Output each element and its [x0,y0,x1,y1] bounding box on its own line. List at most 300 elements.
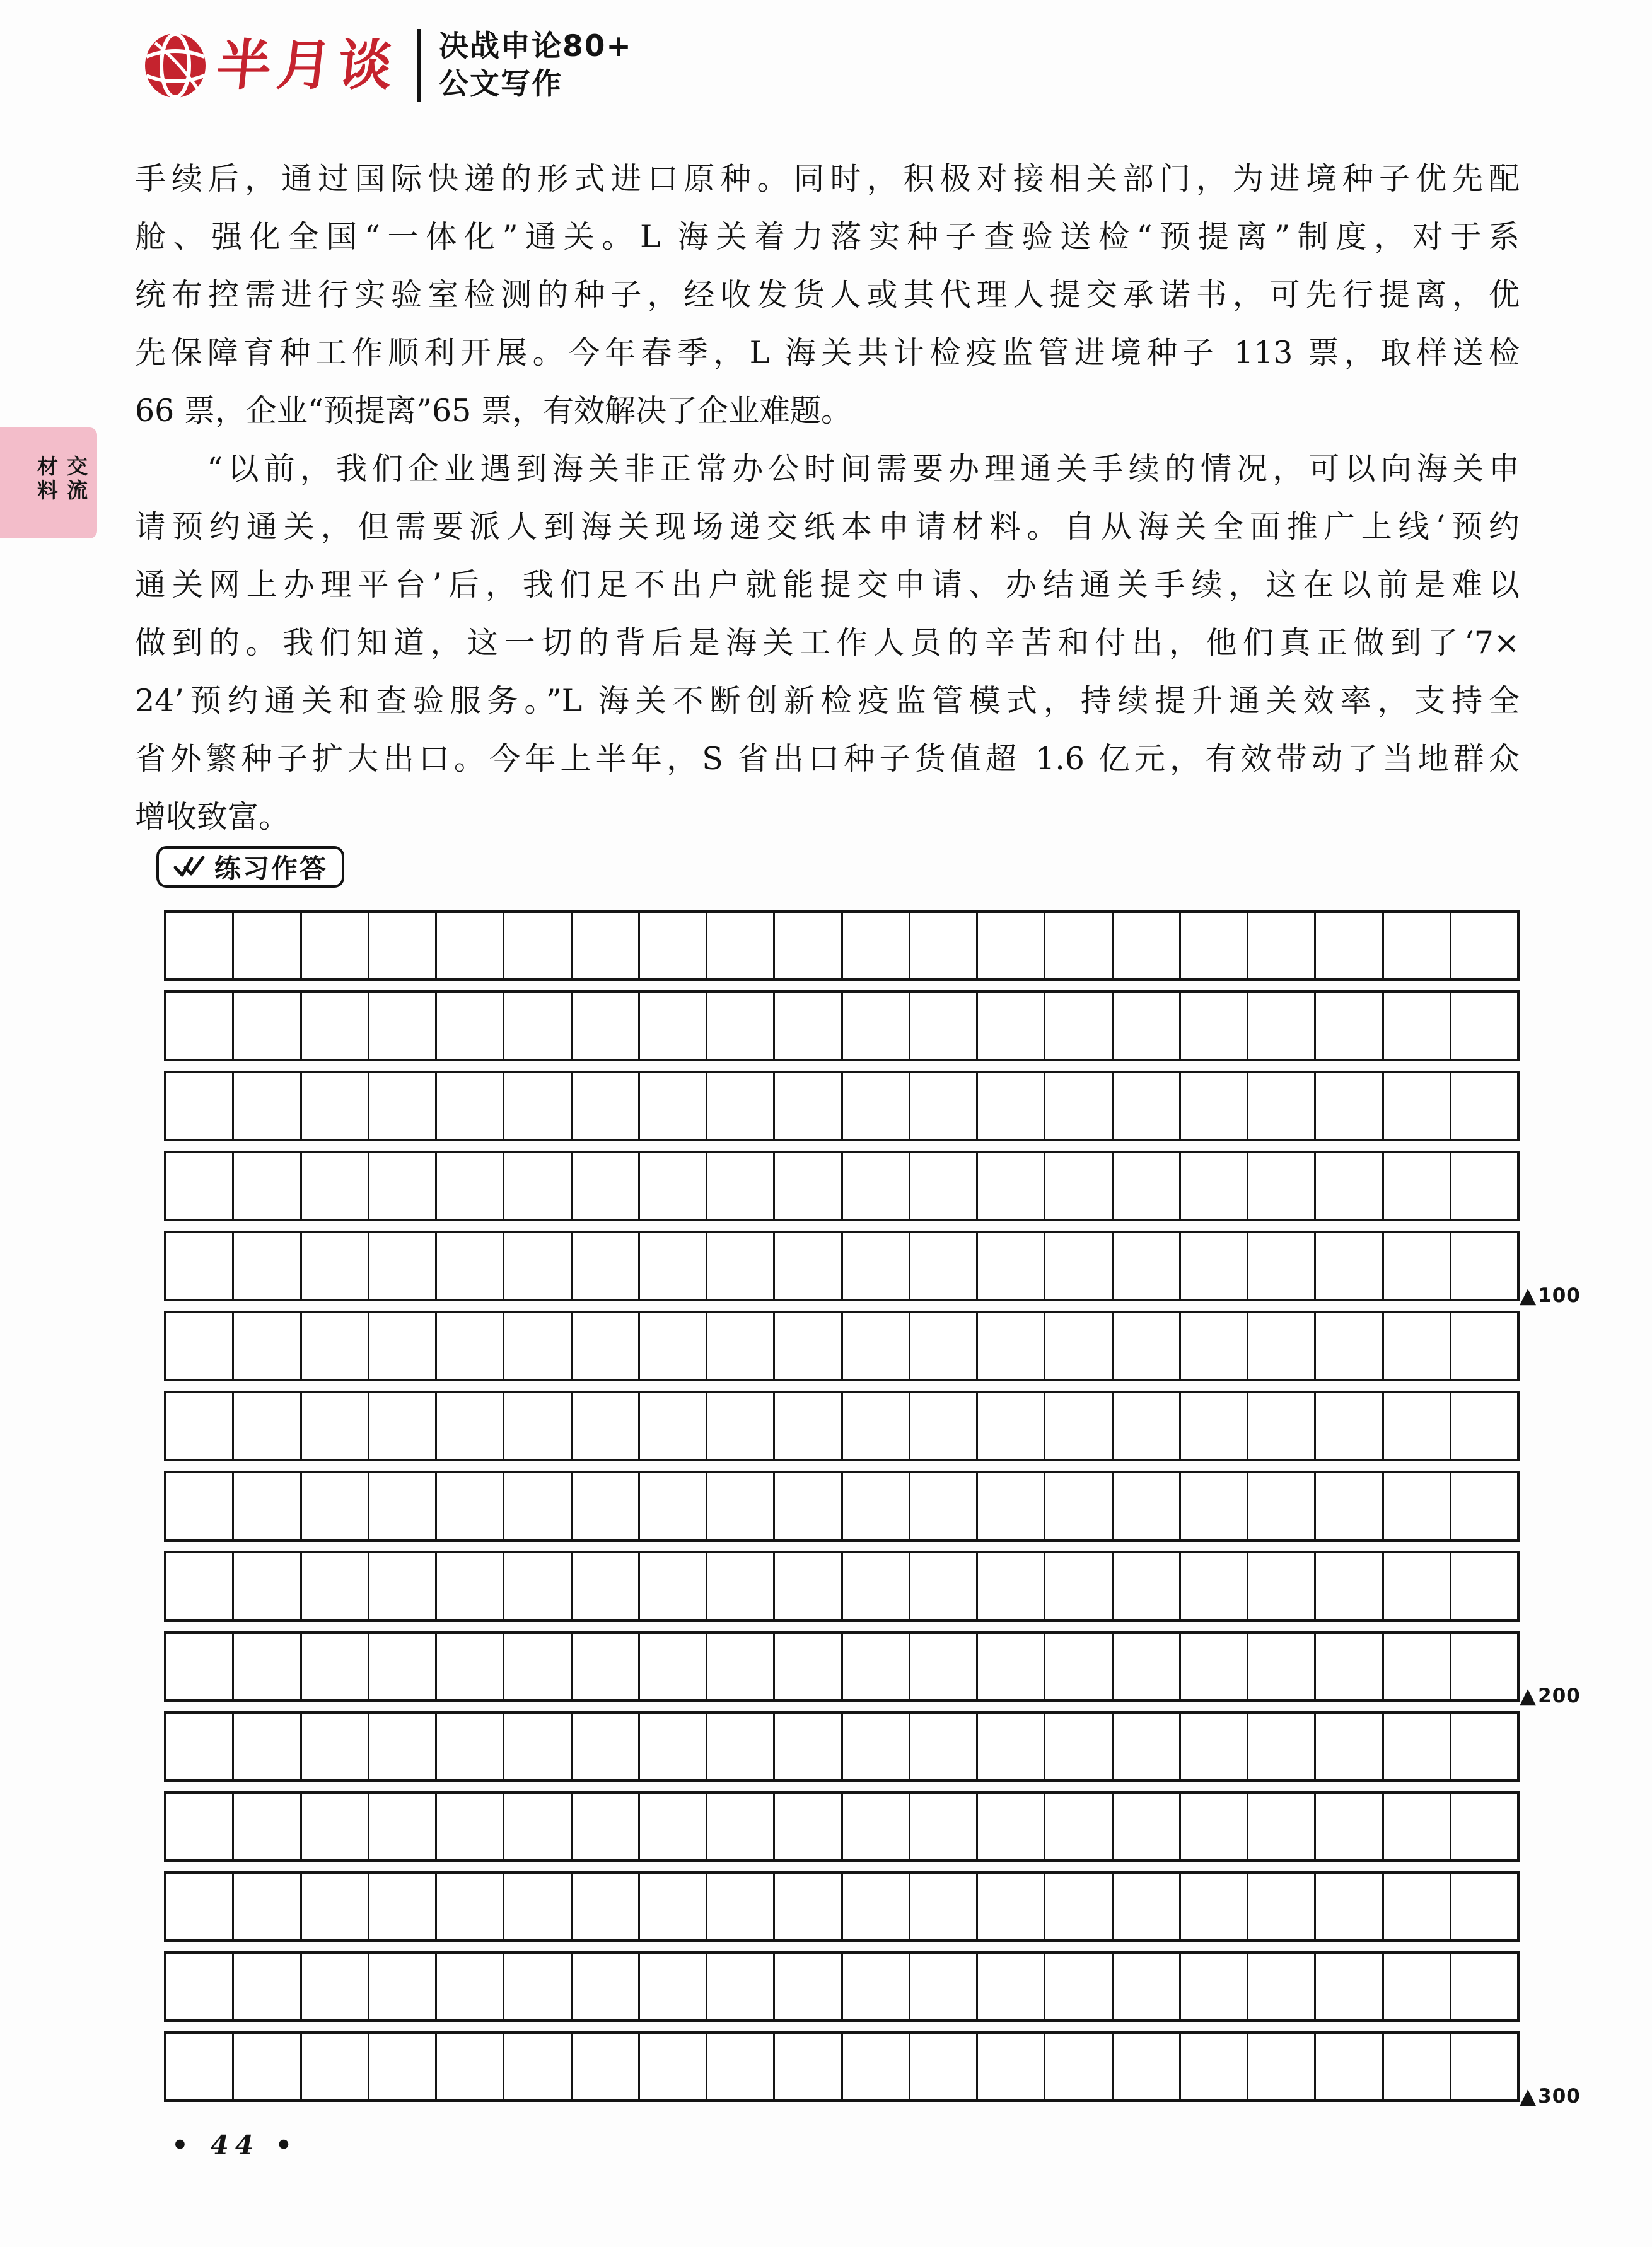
answer-grid-cell [640,1714,707,1779]
answer-grid-cell [1451,1473,1517,1539]
answer-grid-cell [1114,1634,1181,1699]
answer-grid-cell [707,1473,775,1539]
answer-grid-cell [775,1473,842,1539]
answer-grid-cell [707,1714,775,1779]
answer-grid-cell [1451,993,1517,1059]
answer-grid-cell [302,1874,369,1939]
answer-grid-cell [1316,1874,1383,1939]
answer-grid-row [164,1951,1520,2022]
answer-grid-cell [775,1233,842,1299]
answer-grid-cell [707,1634,775,1699]
answer-grid-cell [369,1714,437,1779]
answer-grid-cell [640,1634,707,1699]
answer-grid-cell [1114,1233,1181,1299]
answer-grid-cell [437,1794,504,1859]
answer-grid-cell [437,1954,504,2019]
answer-grid-cell [1045,1393,1113,1459]
practice-answer-label: 练习作答 [214,853,329,884]
answer-grid-row [164,990,1520,1061]
answer-grid-cell [302,1233,369,1299]
answer-grid-cell [302,2034,369,2099]
answer-grid-cell [573,1714,640,1779]
answer-grid-cell [640,1313,707,1379]
answer-grid-cell [1384,2034,1451,2099]
answer-grid-cell [978,2034,1045,2099]
answer-grid-cell [1384,1553,1451,1619]
answer-grid-cell [437,1393,504,1459]
footer-page-number: • 44 • [172,2130,299,2161]
page-header [143,28,632,103]
answer-grid-cell [1114,1473,1181,1539]
double-check-icon [173,855,206,879]
header-divider [417,29,421,102]
answer-grid-cell [369,1313,437,1379]
answer-grid-row [164,1231,1520,1301]
answer-grid-cell [234,1153,301,1219]
answer-grid-cell [1316,1393,1383,1459]
answer-grid-cell [1114,1874,1181,1939]
answer-grid-cell [1316,1233,1383,1299]
answer-grid-cell [1451,1153,1517,1219]
answer-grid-cell [910,993,978,1059]
answer-grid-cell [640,913,707,978]
answer-grid-cell [1451,1233,1517,1299]
answer-grid-cell [369,1794,437,1859]
answer-grid-cell [707,1954,775,2019]
answer-grid-cell [1384,1233,1451,1299]
answer-grid-cell [1045,1313,1113,1379]
answer-grid-cell [437,993,504,1059]
answer-grid-cell [1248,1473,1316,1539]
answer-grid-cell [978,1634,1045,1699]
answer-grid-cell [1248,1553,1316,1619]
answer-grid-cell [234,913,301,978]
answer-grid-cell [1451,1073,1517,1139]
answer-grid-row [164,1471,1520,1542]
answer-grid-cell [1181,1233,1248,1299]
answer-grid-cell [707,1153,775,1219]
answer-grid-cell [910,1553,978,1619]
answer-grid-cell [1114,1313,1181,1379]
answer-grid-cell [1451,1714,1517,1779]
answer-grid-cell [302,913,369,978]
answer-grid-cell [302,1634,369,1699]
answer-grid-cell [1114,1954,1181,2019]
answer-grid-cell [504,1954,572,2019]
char-count-marker [1520,2086,1581,2107]
answer-grid-cell [843,1714,910,1779]
answer-grid-cell [504,1153,572,1219]
answer-grid-row [164,1391,1520,1461]
answer-grid-cell [369,1473,437,1539]
answer-grid-cell [707,993,775,1059]
answer-grid-cell [1045,913,1113,978]
answer-grid-cell [910,1313,978,1379]
answer-grid-cell [1045,2034,1113,2099]
answer-grid-cell [1181,1874,1248,1939]
section-title: 公文写作 [439,67,562,102]
char-count-label: 200 [1538,1684,1581,1707]
answer-grid-cell [707,913,775,978]
char-count-marker [1520,1685,1581,1707]
answer-grid-cell [1316,993,1383,1059]
answer-grid-cell [843,2034,910,2099]
answer-grid-cell [504,1553,572,1619]
answer-grid-cell [843,1634,910,1699]
answer-grid-cell [978,1313,1045,1379]
answer-grid-cell [1045,1794,1113,1859]
answer-grid-row [164,2031,1520,2102]
answer-grid-cell [234,1473,301,1539]
answer-grid-cell [640,2034,707,2099]
answer-grid-cell [910,1954,978,2019]
answer-grid-cell [978,1714,1045,1779]
header-titles [439,28,632,103]
answer-grid-cell [437,1714,504,1779]
answer-grid-cell [573,1313,640,1379]
answer-grid-cell [1248,1794,1316,1859]
answer-grid-cell [573,993,640,1059]
body-text-line: 请预约通关，但需要派人到海关现场递交纸本申请材料。自从海关全面推广上线‘预约 [135,509,1520,545]
answer-grid-cell [504,1313,572,1379]
answer-grid-cell [573,1634,640,1699]
answer-grid-cell [775,1714,842,1779]
answer-grid-cell [1181,1794,1248,1859]
answer-grid-cell [978,1393,1045,1459]
answer-grid-cell [1181,1393,1248,1459]
answer-grid-cell [573,1473,640,1539]
answer-grid-cell [707,1073,775,1139]
answer-grid-cell [1451,1954,1517,2019]
answer-grid-cell [504,1794,572,1859]
answer-grid-cell [775,1794,842,1859]
answer-grid-cell [775,1153,842,1219]
answer-grid-cell [1114,1073,1181,1139]
answer-grid-cell [504,1233,572,1299]
answer-grid-cell [1384,1794,1451,1859]
answer-grid-cell [437,1473,504,1539]
answer-grid-cell [504,1073,572,1139]
answer-grid-cell [775,1553,842,1619]
answer-grid-cell [166,1954,234,2019]
answer-grid-cell [775,993,842,1059]
answer-grid-cell [573,1954,640,2019]
answer-grid-cell [707,1233,775,1299]
answer-grid-cell [234,1553,301,1619]
answer-grid-cell [843,1473,910,1539]
answer-grid-cell [369,2034,437,2099]
body-text-line: 增收致富。 [135,799,290,835]
answer-grid-cell [640,1954,707,2019]
answer-grid-cell [1181,1553,1248,1619]
answer-grid-cell [1248,1153,1316,1219]
body-text-line: 统布控需进行实验室检测的种子，经收发货人或其代理人提交承诺书，可先行提离，优 [135,277,1520,313]
answer-grid-cell [1384,1954,1451,2019]
answer-grid-cell [978,1153,1045,1219]
answer-grid-cell [302,1393,369,1459]
answer-grid-cell [302,1714,369,1779]
answer-grid-cell [1316,1153,1383,1219]
answer-grid-cell [234,1313,301,1379]
answer-grid-row [164,1151,1520,1221]
answer-grid-cell [1045,1073,1113,1139]
practice-answer-badge [156,846,344,888]
body-text-line: 先保障育种工作顺利开展。今年春季，L 海关共计检疫监管进境种子 113 票，取样送检 [135,335,1520,371]
answer-grid-cell [843,1313,910,1379]
answer-grid-cell [1316,1634,1383,1699]
answer-grid-cell [775,913,842,978]
answer-grid-cell [369,1954,437,2019]
answer-grid-cell [707,1874,775,1939]
answer-grid-cell [504,1634,572,1699]
answer-grid-cell [1045,1233,1113,1299]
answer-grid-cell [302,1794,369,1859]
answer-grid-cell [302,1153,369,1219]
answer-grid-cell [1181,1313,1248,1379]
answer-grid-cell [234,1874,301,1939]
answer-grid-cell [1451,1553,1517,1619]
answer-grid-cell [166,1073,234,1139]
answer-grid-cell [166,1634,234,1699]
answer-grid-cell [1248,1634,1316,1699]
answer-grid-cell [166,1553,234,1619]
answer-grid-cell [504,993,572,1059]
answer-grid-cell [707,1313,775,1379]
answer-grid-cell [302,1954,369,2019]
answer-grid-cell [166,1393,234,1459]
chapter-side-tab [0,427,97,538]
answer-grid-cell [1181,2034,1248,2099]
answer-grid-cell [1181,1714,1248,1779]
body-text-line: 手续后，通过国际快递的形式进口原种。同时，积极对接相关部门，为进境种子优先配 [135,161,1520,197]
answer-grid-cell [573,913,640,978]
answer-grid-row [164,1631,1520,1702]
answer-grid-cell [166,1473,234,1539]
answer-grid-cell [707,1393,775,1459]
answer-grid-cell [504,2034,572,2099]
answer-grid-cell [234,1714,301,1779]
char-count-marker [1520,1285,1581,1306]
answer-grid-cell [640,1874,707,1939]
answer-grid-cell [640,993,707,1059]
answer-grid-cell [1045,993,1113,1059]
answer-grid-cell [707,1794,775,1859]
answer-grid-cell [1114,913,1181,978]
answer-grid-cell [369,1553,437,1619]
body-text-line: 66 票，企业“预提离”65 票，有效解决了企业难题。 [135,393,852,429]
answer-grid-cell [910,1233,978,1299]
answer-grid-cell [166,1233,234,1299]
answer-grid-cell [166,1794,234,1859]
answer-grid-cell [1114,1393,1181,1459]
triangle-up-icon: ▲ [1520,1283,1537,1308]
answer-grid-cell [910,1874,978,1939]
answer-grid-cell [1114,1714,1181,1779]
answer-grid-cell [302,1313,369,1379]
triangle-up-icon: ▲ [1520,2084,1537,2109]
answer-grid-cell [1316,1794,1383,1859]
answer-grid-cell [1384,1714,1451,1779]
answer-grid-cell [978,1874,1045,1939]
body-text-line: 通关网上办理平台’后，我们足不出户就能提交申请、办结通关手续，这在以前是难以 [135,567,1520,603]
answer-grid-cell [1316,1954,1383,2019]
answer-grid-cell [910,1714,978,1779]
answer-grid [164,910,1581,2111]
chapter-side-tab-label: 交流材料 [34,455,88,503]
answer-grid-cell [234,1393,301,1459]
banyuetan-globe-logo-icon [143,32,208,100]
answer-grid-cell [437,1634,504,1699]
answer-grid-cell [1316,1714,1383,1779]
answer-grid-row [164,910,1520,981]
answer-grid-cell [573,2034,640,2099]
answer-grid-cell [504,1393,572,1459]
answer-grid-cell [1451,1874,1517,1939]
answer-grid-cell [369,1393,437,1459]
answer-grid-cell [843,1393,910,1459]
answer-grid-cell [166,1874,234,1939]
answer-grid-cell [369,1233,437,1299]
char-count-label: 300 [1538,2084,1581,2108]
answer-grid-cell [978,1073,1045,1139]
answer-grid-cell [1384,1153,1451,1219]
answer-grid-cell [843,913,910,978]
answer-grid-cell [1181,1954,1248,2019]
answer-grid-cell [640,1233,707,1299]
answer-grid-cell [1045,1153,1113,1219]
answer-grid-row [164,1551,1520,1622]
body-text-line: 24’预约通关和查验服务。”L 海关不断创新检疫监管模式，持续提升通关效率，支持全 [135,683,1520,719]
answer-grid-cell [234,1233,301,1299]
answer-grid-cell [707,1553,775,1619]
answer-grid-cell [843,1794,910,1859]
answer-grid-cell [1384,1634,1451,1699]
answer-grid-cell [1384,1874,1451,1939]
answer-grid-cell [843,1153,910,1219]
answer-grid-row [164,1871,1520,1942]
answer-grid-cell [910,2034,978,2099]
answer-grid-cell [504,913,572,978]
triangle-up-icon: ▲ [1520,1683,1537,1709]
answer-grid-cell [1181,1073,1248,1139]
answer-grid-cell [166,2034,234,2099]
answer-grid-cell [640,1553,707,1619]
answer-grid-cell [1248,1954,1316,2019]
answer-grid-cell [978,993,1045,1059]
answer-grid-cell [1114,1794,1181,1859]
answer-grid-cell [234,1954,301,2019]
body-text-line: 省外繁种子扩大出口。今年上半年，S 省出口种子货值超 1.6 亿元，有效带动了当地群众 [135,741,1520,777]
answer-grid-cell [1248,1393,1316,1459]
answer-grid-cell [1248,1233,1316,1299]
answer-grid-cell [166,1153,234,1219]
answer-grid-cell [437,1233,504,1299]
answer-grid-cell [910,1153,978,1219]
answer-grid-cell [1045,1714,1113,1779]
series-title: 决战申论80+ [439,29,632,64]
answer-grid-row [164,1311,1520,1381]
answer-grid-cell [234,993,301,1059]
answer-grid-cell [1248,1073,1316,1139]
answer-grid-cell [573,1874,640,1939]
answer-grid-row [164,1711,1520,1782]
answer-grid-cell [1248,2034,1316,2099]
answer-grid-cell [910,1634,978,1699]
answer-grid-cell [1045,1473,1113,1539]
answer-grid-cell [1181,1473,1248,1539]
answer-grid-cell [843,1073,910,1139]
answer-grid-cell [640,1393,707,1459]
answer-grid-cell [1181,993,1248,1059]
answer-grid-cell [843,1874,910,1939]
answer-grid-cell [1248,1874,1316,1939]
answer-grid-cell [1384,1313,1451,1379]
answer-grid-cell [775,1634,842,1699]
answer-grid-cell [1114,993,1181,1059]
answer-grid-cell [234,2034,301,2099]
answer-grid-cell [910,1473,978,1539]
answer-grid-cell [166,993,234,1059]
answer-grid-cell [1316,2034,1383,2099]
answer-grid-row [164,1071,1520,1141]
answer-grid-cell [843,1954,910,2019]
body-text-line: 做到的。我们知道，这一切的背后是海关工作人员的辛苦和付出，他们真正做到了‘7× [135,625,1520,661]
answer-grid-cell [573,1073,640,1139]
answer-grid-cell [504,1473,572,1539]
answer-grid-cell [369,913,437,978]
answer-grid-cell [843,1233,910,1299]
answer-grid-cell [166,1313,234,1379]
body-text-line: 舱、强化全国“一体化”通关。L 海关着力落实种子查验送检“预提离”制度，对于系 [135,219,1520,255]
answer-grid-cell [437,1073,504,1139]
answer-grid-cell [978,1233,1045,1299]
answer-grid-cell [437,1153,504,1219]
answer-grid-cell [978,1794,1045,1859]
answer-grid-cell [1316,1473,1383,1539]
answer-grid-cell [843,993,910,1059]
answer-grid-cell [1045,1874,1113,1939]
answer-grid-cell [978,913,1045,978]
answer-grid-cell [1045,1553,1113,1619]
answer-grid-row [164,1791,1520,1862]
answer-grid-cell [302,1473,369,1539]
answer-grid-cell [1451,1794,1517,1859]
answer-grid-cell [437,1313,504,1379]
body-text-line: “以前，我们企业遇到海关非正常办公时间需要办理通关手续的情况，可以向海关申 [135,451,1520,487]
answer-grid-cell [1384,1073,1451,1139]
answer-grid-cell [1384,1473,1451,1539]
answer-grid-cell [910,913,978,978]
answer-grid-cell [910,1794,978,1859]
answer-grid-cell [1248,1313,1316,1379]
answer-grid-cell [1114,1153,1181,1219]
answer-grid-cell [1384,913,1451,978]
answer-grid-cell [640,1073,707,1139]
answer-grid-cell [1181,1634,1248,1699]
answer-grid-cell [1384,1393,1451,1459]
answer-grid-cell [1451,1393,1517,1459]
answer-grid-cell [573,1553,640,1619]
answer-grid-cell [234,1634,301,1699]
answer-grid-cell [1316,913,1383,978]
answer-grid-cell [640,1153,707,1219]
answer-grid-cell [1451,913,1517,978]
answer-grid-cell [573,1794,640,1859]
answer-grid-cell [573,1233,640,1299]
answer-grid-cell [1181,913,1248,978]
answer-grid-cell [1316,1073,1383,1139]
answer-grid-cell [707,2034,775,2099]
